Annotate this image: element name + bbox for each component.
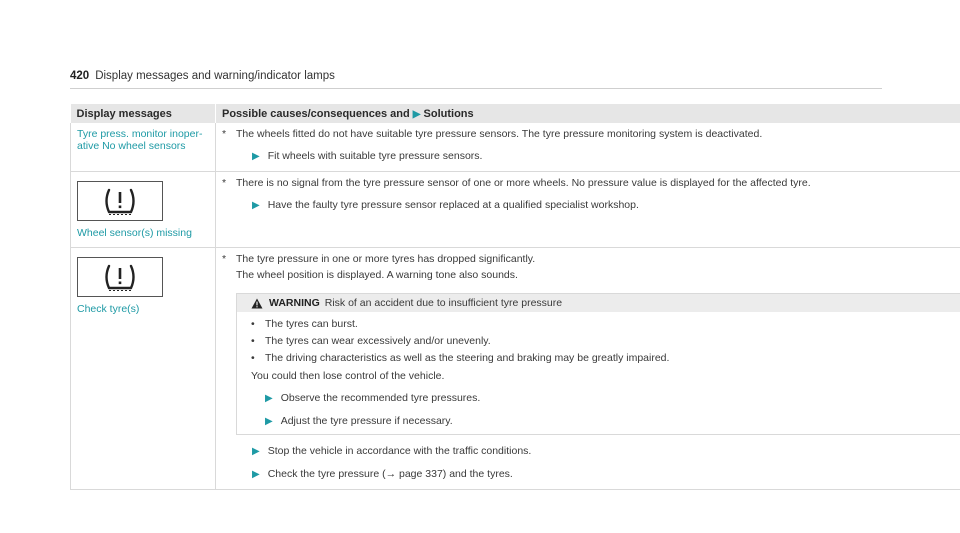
page-title: Display messages and warning/indicator lamps (95, 70, 335, 82)
arrow-right-icon: ▶ (252, 469, 260, 480)
cause-item (222, 253, 960, 281)
list-item: • The driving characteristics as well as the steering and braking may be greatly impaired. (251, 352, 960, 364)
cause-cell (216, 172, 960, 248)
table-row (71, 172, 960, 248)
solution-step (252, 468, 960, 481)
solution-text: Have the faulty tyre pressure sensor replaced at a qualified specialist workshop. (267, 199, 639, 211)
arrow-right-icon: ▶ (252, 200, 260, 211)
page-header (70, 70, 335, 82)
solution-text: Adjust the tyre pressure if necessary. (280, 415, 453, 427)
warning-bullets (251, 318, 960, 364)
message-text: Check tyre(s) (77, 303, 140, 315)
page-number: 420 (70, 70, 90, 82)
asterisk-icon: * (222, 177, 227, 189)
solution-text: Fit wheels with suitable tyre pressure sensors. (267, 150, 483, 162)
list-item: • The tyres can wear excessively and/or unevenly. (251, 335, 960, 347)
header-divider (70, 88, 882, 89)
warning-note: You could then lose control of the vehicle. (251, 370, 445, 382)
list-item: • The tyres can burst. (251, 318, 960, 330)
arrow-right-icon: ▶ (252, 151, 260, 162)
cause-text: The wheels fitted do not have suitable tyre pressure sensors. The tyre pressure monitoring system is deactivated. (236, 128, 763, 140)
warning-box (236, 293, 960, 435)
cause-cell (216, 248, 960, 490)
message-text: Tyre press. monitor inoper-ative No wheel sensors (77, 128, 203, 152)
arrow-right-icon: ▶ (412, 108, 421, 120)
cause-text: There is no signal from the tyre pressure sensor of one or more wheels. No pressure value is displayed for the affected tyre. (236, 177, 811, 189)
final-steps (222, 445, 960, 481)
cause-item (222, 177, 960, 189)
message-cell (71, 172, 216, 248)
message-cell (71, 123, 216, 172)
arrow-right-icon: ▶ (265, 416, 273, 427)
solution-step (252, 445, 960, 458)
warning-header (237, 294, 960, 312)
message-cell (71, 248, 216, 490)
warning-triangle-icon (251, 298, 263, 309)
col-header-solutions-label: Solutions (423, 107, 474, 120)
warning-subtitle: Risk of an accident due to insufficient tyre pressure (324, 297, 563, 309)
solution-text: Stop the vehicle in accordance with the traffic conditions. (267, 445, 532, 457)
solution-step (252, 150, 960, 163)
table-row (71, 123, 960, 172)
solution-step (252, 199, 960, 212)
message-text: Wheel sensor(s) missing (77, 227, 192, 239)
solution-step (265, 415, 960, 428)
col-header-causes (216, 104, 960, 123)
solution-text: Check the tyre pressure (→ page 337) and the tyres. (267, 468, 513, 480)
display-messages-table (70, 104, 960, 490)
solution-text: Observe the recommended tyre pressures. (280, 392, 481, 404)
cause-item (222, 128, 960, 140)
solution-step (265, 392, 960, 405)
asterisk-icon: * (222, 253, 227, 265)
cause-text-2: The wheel position is displayed. A warning tone also sounds. (236, 269, 518, 281)
tyre-pressure-warning-icon (77, 257, 163, 297)
cause-cell (216, 123, 960, 172)
table-header-row (71, 104, 960, 123)
arrow-right-icon: ▶ (252, 446, 260, 457)
arrow-right-icon: ▶ (265, 393, 273, 404)
warning-title: WARNING (269, 297, 320, 309)
cause-text: The tyre pressure in one or more tyres has dropped significantly. (236, 253, 536, 265)
table-row (71, 248, 960, 490)
col-header-display-messages: Display messages (71, 104, 216, 123)
asterisk-icon: * (222, 128, 227, 140)
warning-body (237, 312, 960, 434)
tyre-pressure-warning-icon (77, 181, 163, 221)
col-header-causes-label: Possible causes/consequences and (222, 107, 410, 120)
